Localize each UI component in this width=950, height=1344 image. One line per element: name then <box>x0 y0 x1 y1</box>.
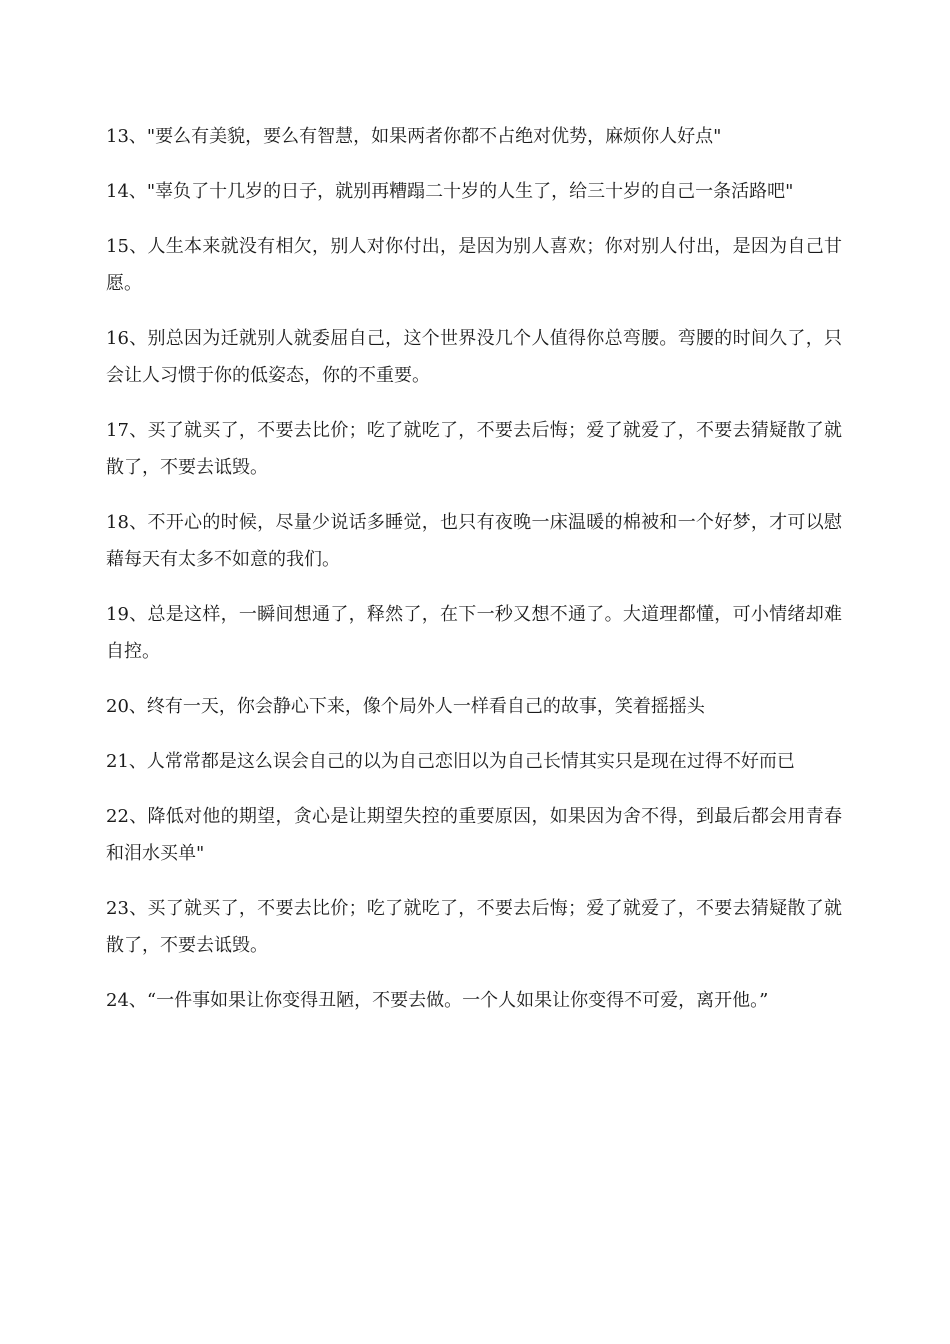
list-item: 18、不开心的时候，尽量少说话多睡觉，也只有夜晚一床温暖的棉被和一个好梦，才可以慰藉每天有太多不如意的我们。 <box>106 512 842 570</box>
list-item: 21、人常常都是这么误会自己的以为自己恋旧以为自己长情其实只是现在过得不好而已 <box>106 751 795 772</box>
list-item: 19、总是这样，一瞬间想通了，释然了，在下一秒又想不通了。大道理都懂，可小情绪却难自控。 <box>106 604 842 662</box>
list-item: 23、买了就买了，不要去比价；吃了就吃了，不要去后悔；爱了就爱了，不要去猜疑散了就散了，不要去诋毁。 <box>106 898 842 956</box>
list-item: 20、终有一天，你会静心下来，像个局外人一样看自己的故事，笑着摇摇头 <box>106 696 705 717</box>
list-item: 22、降低对他的期望，贪心是让期望失控的重要原因，如果因为舍不得，到最后都会用青春和泪水买单" <box>106 806 842 864</box>
list-item: 17、买了就买了，不要去比价；吃了就吃了，不要去后悔；爱了就爱了，不要去猜疑散了就散了，不要去诋毁。 <box>106 420 842 478</box>
list-item: 15、人生本来就没有相欠，别人对你付出，是因为别人喜欢；你对别人付出，是因为自己甘愿。 <box>106 236 842 294</box>
list-item: 14、"辜负了十几岁的日子，就别再糟蹋二十岁的人生了，给三十岁的自己一条活路吧" <box>106 181 794 202</box>
list-item: 16、别总因为迁就别人就委屈自己，这个世界没几个人值得你总弯腰。弯腰的时间久了，只会让人习惯于你的低姿态，你的不重要。 <box>106 328 842 386</box>
document-body <box>106 118 842 1037</box>
list-item: 13、"要么有美貌，要么有智慧，如果两者你都不占绝对优势，麻烦你人好点" <box>106 126 722 147</box>
list-item: 24、“一件事如果让你变得丑陋，不要去做。一个人如果让你变得不可爱，离开他。” <box>106 990 769 1011</box>
